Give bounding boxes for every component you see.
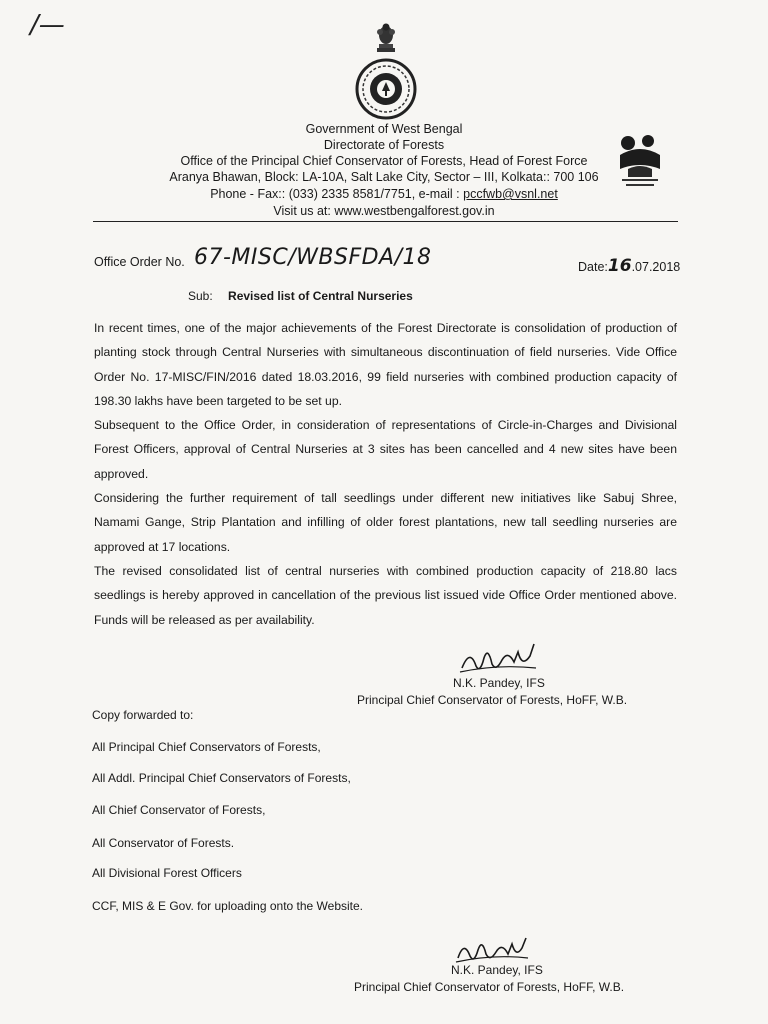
header-divider	[93, 221, 678, 222]
header-office: Office of the Principal Chief Conservator of Forests, Head of Forest Force	[180, 154, 588, 168]
email-link[interactable]: pccfwb@vsnl.net	[463, 187, 558, 201]
date-rest: .07.2018	[631, 260, 681, 274]
body-paragraph: In recent times, one of the major achievements of the Forest Directorate is consolidation of production of planting stock through Central Nurseries with simultaneous discontinuation of field nurseries. Vide Office Order No. 17-MISC/FIN/2016 dated 18.03.2016, 99 field nurseries with combined production capacity of 198.30 lakhs have been targeted to be set up.	[94, 321, 677, 408]
copy-recipient: All Addl. Principal Chief Conservators of Forests,	[92, 771, 351, 785]
subject-line	[188, 289, 413, 303]
copy-recipient: All Principal Chief Conservators of Forests,	[92, 740, 321, 754]
signatory-name: N.K. Pandey, IFS	[451, 963, 543, 977]
order-body	[94, 316, 677, 632]
order-date	[578, 256, 680, 276]
body-paragraph: Considering the further requirement of tall seedlings under different new initiatives like Sabuj Shree, Namami Gange, Strip Plantation and infilling of older forest plantations, new tall seedling nurseries are approved at 17 locations.	[94, 491, 677, 554]
header-government: Government of West Bengal	[305, 122, 463, 136]
subject-label: Sub:	[188, 289, 213, 303]
handwritten-signature	[458, 638, 538, 678]
header-website: Visit us at: www.westbengalforest.gov.in	[273, 204, 495, 218]
signatory-title: Principal Chief Conservator of Forests, HoFF, W.B.	[357, 693, 628, 707]
national-emblem-icon	[373, 22, 399, 56]
copy-forwarded-heading: Copy forwarded to:	[92, 708, 194, 722]
copy-recipient: All Chief Conservator of Forests,	[92, 803, 266, 817]
header-phone-fax: Phone - Fax:: (033) 2335 8581/7751, e-mail :	[210, 187, 464, 201]
header-directorate: Directorate of Forests	[323, 138, 445, 152]
copy-recipient: All Conservator of Forests.	[92, 836, 235, 850]
forest-department-seal-icon	[355, 58, 417, 120]
copy-recipient: All Divisional Forest Officers	[92, 866, 242, 880]
forest-family-logo-icon	[614, 133, 666, 191]
office-order-label: Office Order No.	[94, 255, 185, 269]
header-address: Aranya Bhawan, Block: LA-10A, Salt Lake City, Sector – III, Kolkata:: 700 106	[169, 170, 599, 184]
copy-recipient: CCF, MIS & E Gov. for uploading onto the Website.	[92, 899, 364, 913]
corner-handwritten-mark: /—	[30, 10, 65, 40]
subject-text: Revised list of Central Nurseries	[228, 289, 413, 303]
body-paragraph: Subsequent to the Office Order, in consideration of representations of Circle-in-Charges and Divisional Forest Officers, approval of Central Nurseries at 3 sites has been cancelled and 4 new sites have been approved.	[94, 418, 677, 481]
date-day: 16	[607, 256, 632, 276]
signatory-title: Principal Chief Conservator of Forests, HoFF, W.B.	[354, 980, 625, 994]
office-order-number: 67-MISC/WBSFDA/18	[194, 245, 432, 270]
body-paragraph: The revised consolidated list of central nurseries with combined production capacity of 218.80 lacs seedlings is hereby approved in cancellation of the previous list issued vide Office Order mentioned above. Funds will be released as per availability.	[94, 563, 677, 627]
signatory-name: N.K. Pandey, IFS	[453, 676, 545, 690]
date-label: Date:	[578, 260, 608, 274]
